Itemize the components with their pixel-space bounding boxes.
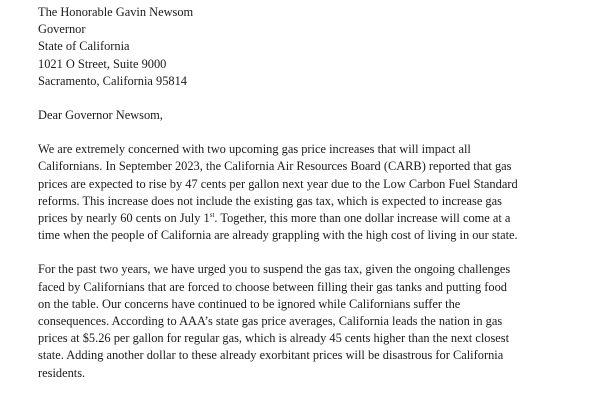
recipient-city: Sacramento, California 95814	[38, 73, 187, 88]
paragraph-line: residents.	[38, 365, 86, 380]
recipient-organization: State of California	[38, 39, 130, 54]
ordinal-suffix: st	[209, 210, 215, 219]
paragraph-1	[38, 141, 590, 244]
paragraph-line: prices at $5.26 per gallon for regular gas, which is already 45 cents higher than the next closest	[38, 331, 510, 346]
paragraph-line: time when the people of California are already grappling with the high cost of living in our state.	[38, 228, 518, 243]
line-text: . Together, this more than one dollar increase will come at a	[214, 211, 511, 226]
paragraph-2	[38, 261, 590, 381]
salutation: Dear Governor Newsom,	[38, 108, 163, 123]
paragraph-line: We are extremely concerned with two upcoming gas price increases that will impact all	[38, 142, 471, 157]
paragraph-line	[38, 210, 590, 227]
paragraph-line: prices are expected to rise by 47 cents per gallon next year due to the Low Carbon Fuel Standard	[38, 176, 518, 191]
paragraph-line: reforms. This increase does not include the existing gas tax, which is expected to increase gas	[38, 193, 502, 208]
paragraph-line: state. Adding another dollar to these already exorbitant prices will be disastrous for California	[38, 348, 504, 363]
paragraph-line: For the past two years, we have urged you to suspend the gas tax, given the ongoing challenges	[38, 262, 511, 277]
paragraph-line: consequences. According to AAA’s state gas price averages, California leads the nation in gas	[38, 314, 503, 329]
line-text: prices by nearly 60 cents on July 1	[38, 211, 210, 226]
paragraph-line: Californians. In September 2023, the California Air Resources Board (CARB) reported that gas	[38, 159, 512, 174]
recipient-street: 1021 O Street, Suite 9000	[38, 56, 167, 71]
paragraph-line: on the table. Our concerns have continued to be ignored while Californians suffer the	[38, 296, 461, 311]
paragraph-line: faced by Californians that are forced to choose between filling their gas tanks and putting food	[38, 279, 507, 294]
recipient-title: Governor	[38, 22, 86, 37]
recipient-address	[38, 4, 590, 90]
recipient-name: The Honorable Gavin Newsom	[38, 5, 194, 19]
